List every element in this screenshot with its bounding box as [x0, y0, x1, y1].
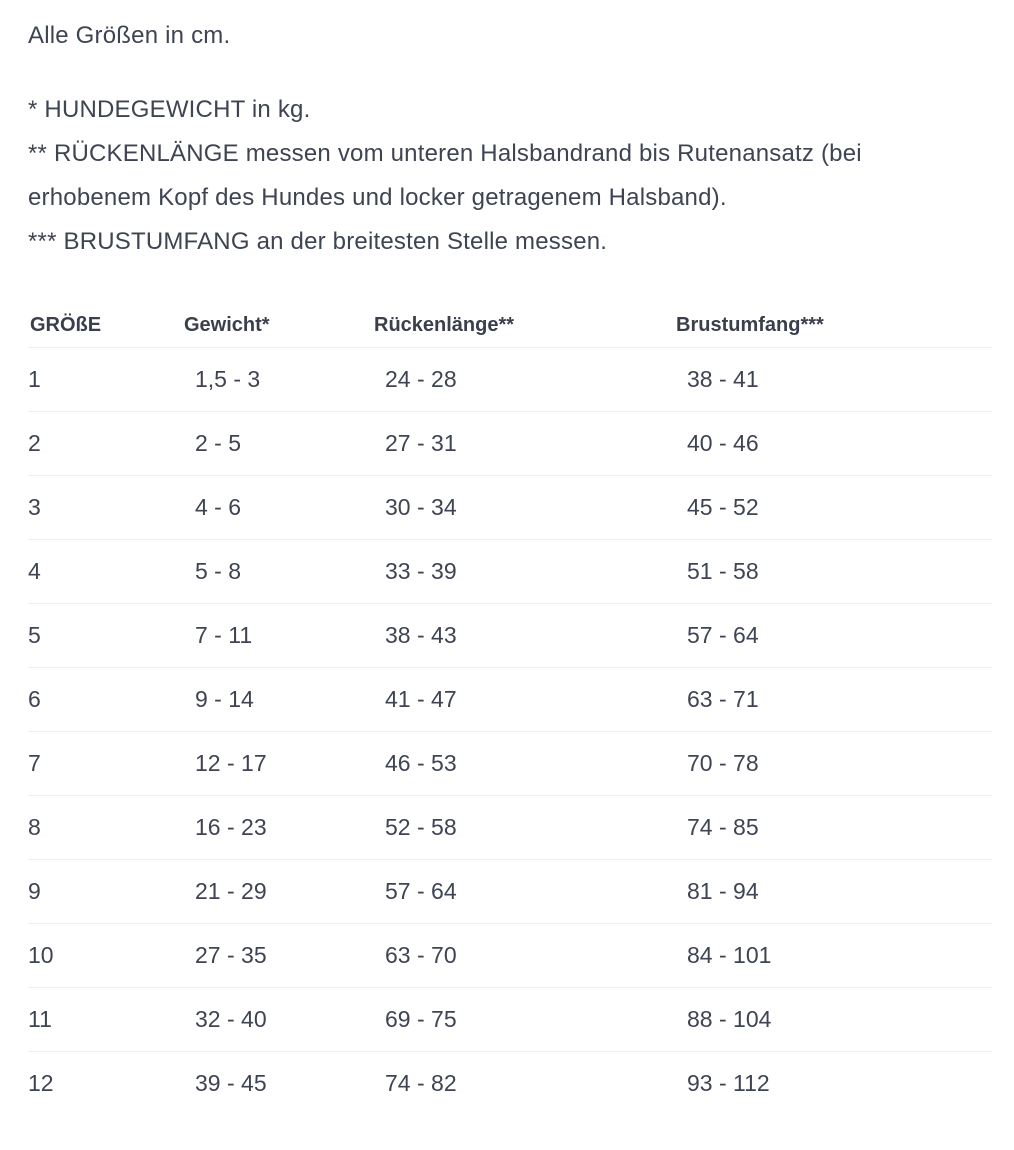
footnote-back-length: ** RÜCKENLÄNGE messen vom unteren Halsbandrand bis Rutenansatz (bei erhobenem Kopf des Hundes und locker getragenem Halsband).	[28, 140, 862, 211]
cell-back-length: 52 - 58	[374, 796, 676, 860]
table-row	[28, 348, 992, 412]
table-row	[28, 540, 992, 604]
table-row	[28, 924, 992, 988]
cell-back-length: 57 - 64	[374, 860, 676, 924]
table-row	[28, 988, 992, 1052]
cell-chest: 88 - 104	[676, 988, 992, 1052]
cell-size: 11	[28, 988, 184, 1052]
cell-size: 1	[28, 348, 184, 412]
cell-back-length: 38 - 43	[374, 604, 676, 668]
cell-back-length: 30 - 34	[374, 476, 676, 540]
size-guide-intro	[28, 14, 988, 264]
cell-weight: 7 - 11	[184, 604, 374, 668]
cell-chest: 51 - 58	[676, 540, 992, 604]
cell-weight: 9 - 14	[184, 668, 374, 732]
cell-back-length: 63 - 70	[374, 924, 676, 988]
cell-weight: 1,5 - 3	[184, 348, 374, 412]
cell-size: 5	[28, 604, 184, 668]
cell-back-length: 24 - 28	[374, 348, 676, 412]
cell-weight: 2 - 5	[184, 412, 374, 476]
cell-chest: 38 - 41	[676, 348, 992, 412]
units-note: Alle Größen in cm.	[28, 22, 231, 49]
cell-size: 9	[28, 860, 184, 924]
cell-weight: 21 - 29	[184, 860, 374, 924]
table-row	[28, 668, 992, 732]
cell-back-length: 27 - 31	[374, 412, 676, 476]
cell-chest: 93 - 112	[687, 1070, 770, 1096]
cell-back-length: 69 - 75	[374, 988, 676, 1052]
header-chest: Brustumfang***	[676, 303, 992, 348]
cell-chest: 70 - 78	[676, 732, 992, 796]
cell-back-length: 41 - 47	[374, 668, 676, 732]
footnote-weight: * HUNDEGEWICHT in kg.	[28, 96, 311, 123]
cell-weight: 5 - 8	[184, 540, 374, 604]
table-row	[28, 1052, 992, 1116]
cell-chest: 63 - 71	[676, 668, 992, 732]
footnote-chest: *** BRUSTUMFANG an der breitesten Stelle messen.	[28, 228, 608, 255]
cell-size: 8	[28, 796, 184, 860]
table-row	[28, 476, 992, 540]
cell-size: 7	[28, 732, 184, 796]
cell-back-length: 46 - 53	[374, 732, 676, 796]
cell-weight: 27 - 35	[184, 924, 374, 988]
table-row	[28, 604, 992, 668]
cell-size: 3	[28, 476, 184, 540]
header-back-length: Rückenlänge**	[374, 303, 676, 348]
cell-size: 10	[28, 924, 184, 988]
cell-chest: 74 - 85	[676, 796, 992, 860]
cell-chest: 81 - 94	[676, 860, 992, 924]
cell-chest: 84 - 101	[676, 924, 992, 988]
cell-weight: 16 - 23	[184, 796, 374, 860]
header-size: GRÖßE	[28, 303, 184, 348]
table-row	[28, 796, 992, 860]
cell-size: 2	[28, 412, 184, 476]
table-row	[28, 860, 992, 924]
cell-back-length: 74 - 82	[385, 1070, 457, 1096]
size-table	[28, 303, 992, 1115]
table-row	[28, 412, 992, 476]
cell-size: 4	[28, 540, 184, 604]
cell-size: 12	[28, 1070, 54, 1096]
header-weight: Gewicht*	[184, 303, 374, 348]
table-body	[28, 348, 992, 1116]
cell-chest: 45 - 52	[676, 476, 992, 540]
table-header-row	[28, 303, 992, 348]
cell-back-length: 33 - 39	[374, 540, 676, 604]
table-row	[28, 732, 992, 796]
cell-weight: 12 - 17	[184, 732, 374, 796]
cell-weight: 4 - 6	[184, 476, 374, 540]
cell-chest: 40 - 46	[676, 412, 992, 476]
cell-chest: 57 - 64	[676, 604, 992, 668]
spacer	[28, 58, 988, 88]
cell-weight: 32 - 40	[184, 988, 374, 1052]
cell-size: 6	[28, 668, 184, 732]
cell-weight: 39 - 45	[195, 1070, 267, 1096]
